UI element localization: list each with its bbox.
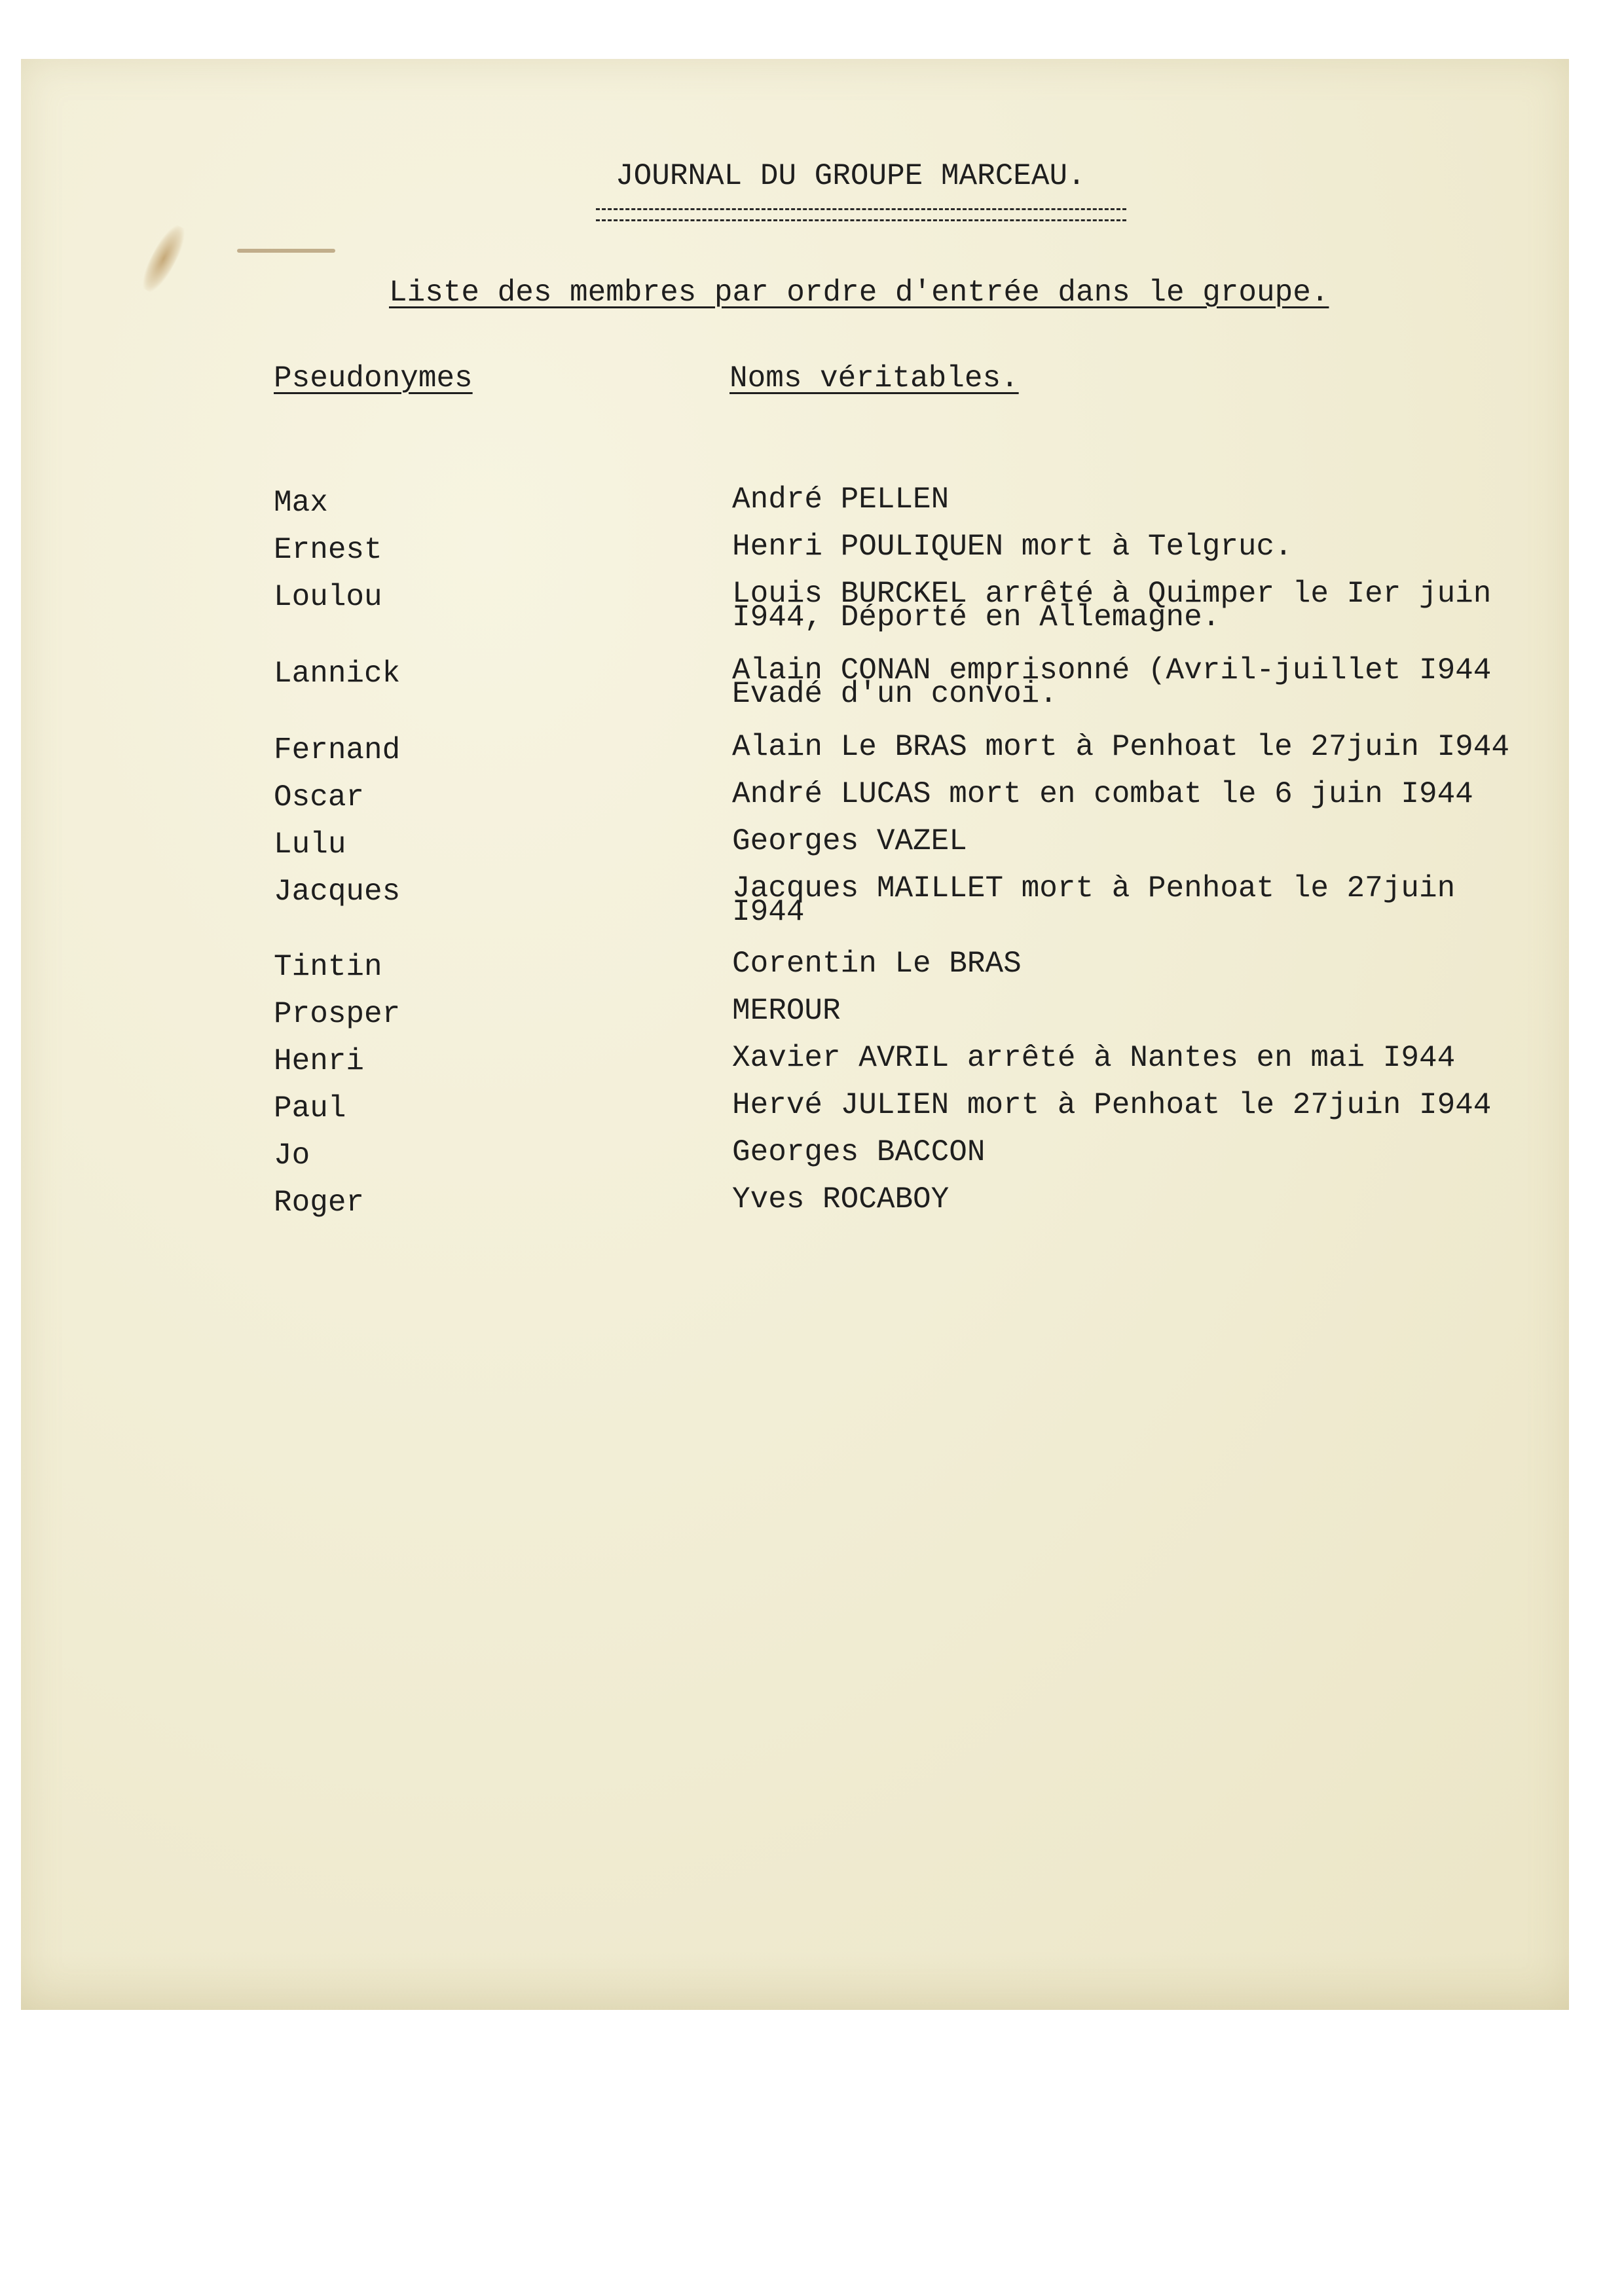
member-real-name: Hervé JULIEN mort à Penhoat le 27juin I944 [732, 1088, 1492, 1122]
member-real-name: Corentin Le BRAS [732, 947, 1022, 981]
member-pseudonym: Lulu [274, 828, 346, 862]
member-pseudonym: Fernand [274, 733, 401, 767]
member-pseudonym: Henri [274, 1044, 365, 1078]
member-pseudonym: Oscar [274, 780, 365, 814]
member-pseudonym: Ernest [274, 533, 382, 567]
member-real-name: André PELLEN [732, 483, 950, 517]
document-title: JOURNAL DU GROUPE MARCEAU. [616, 159, 1086, 193]
member-real-name: Henri POULIQUEN mort à Telgruc. [732, 530, 1293, 564]
paper-sheet [21, 59, 1569, 2010]
title-double-rule [596, 208, 1126, 221]
column-header-real-names: Noms véritables. [729, 361, 1019, 395]
member-real-name: Louis BURCKEL arrêté à Quimper le Ier juin I944, Déporté en Allemagne. [732, 577, 1492, 634]
member-real-name: Alain CONAN emprisonné (Avril-juillet I944 Evadé d'un convoi. [732, 653, 1492, 711]
member-pseudonym: Paul [274, 1091, 346, 1125]
member-real-name: Georges VAZEL [732, 824, 967, 858]
member-pseudonym: Loulou [274, 580, 382, 614]
member-pseudonym: Jo [274, 1139, 310, 1173]
member-real-name: Georges BACCON [732, 1135, 986, 1169]
staple-mark [237, 249, 335, 253]
member-pseudonym: Tintin [274, 950, 382, 984]
member-pseudonym: Prosper [274, 997, 401, 1031]
member-real-name: Yves ROCABOY [732, 1182, 950, 1216]
rust-stain [136, 221, 191, 296]
member-real-name: Jacques MAILLET mort à Penhoat le 27juin I944 [732, 871, 1456, 929]
member-pseudonym: Lannick [274, 657, 401, 691]
member-real-name: Alain Le BRAS mort à Penhoat le 27juin I944 [732, 730, 1509, 764]
member-real-name: André LUCAS mort en combat le 6 juin I944 [732, 777, 1473, 811]
member-pseudonym: Jacques [274, 875, 401, 909]
member-real-name: MEROUR [732, 994, 841, 1028]
document-subtitle: Liste des membres par ordre d'entrée dans le groupe. [389, 276, 1329, 310]
member-real-name: Xavier AVRIL arrêté à Nantes en mai I944 [732, 1041, 1456, 1075]
member-pseudonym: Roger [274, 1186, 365, 1220]
member-pseudonym: Max [274, 486, 328, 520]
column-header-pseudonyms: Pseudonymes [274, 361, 473, 395]
